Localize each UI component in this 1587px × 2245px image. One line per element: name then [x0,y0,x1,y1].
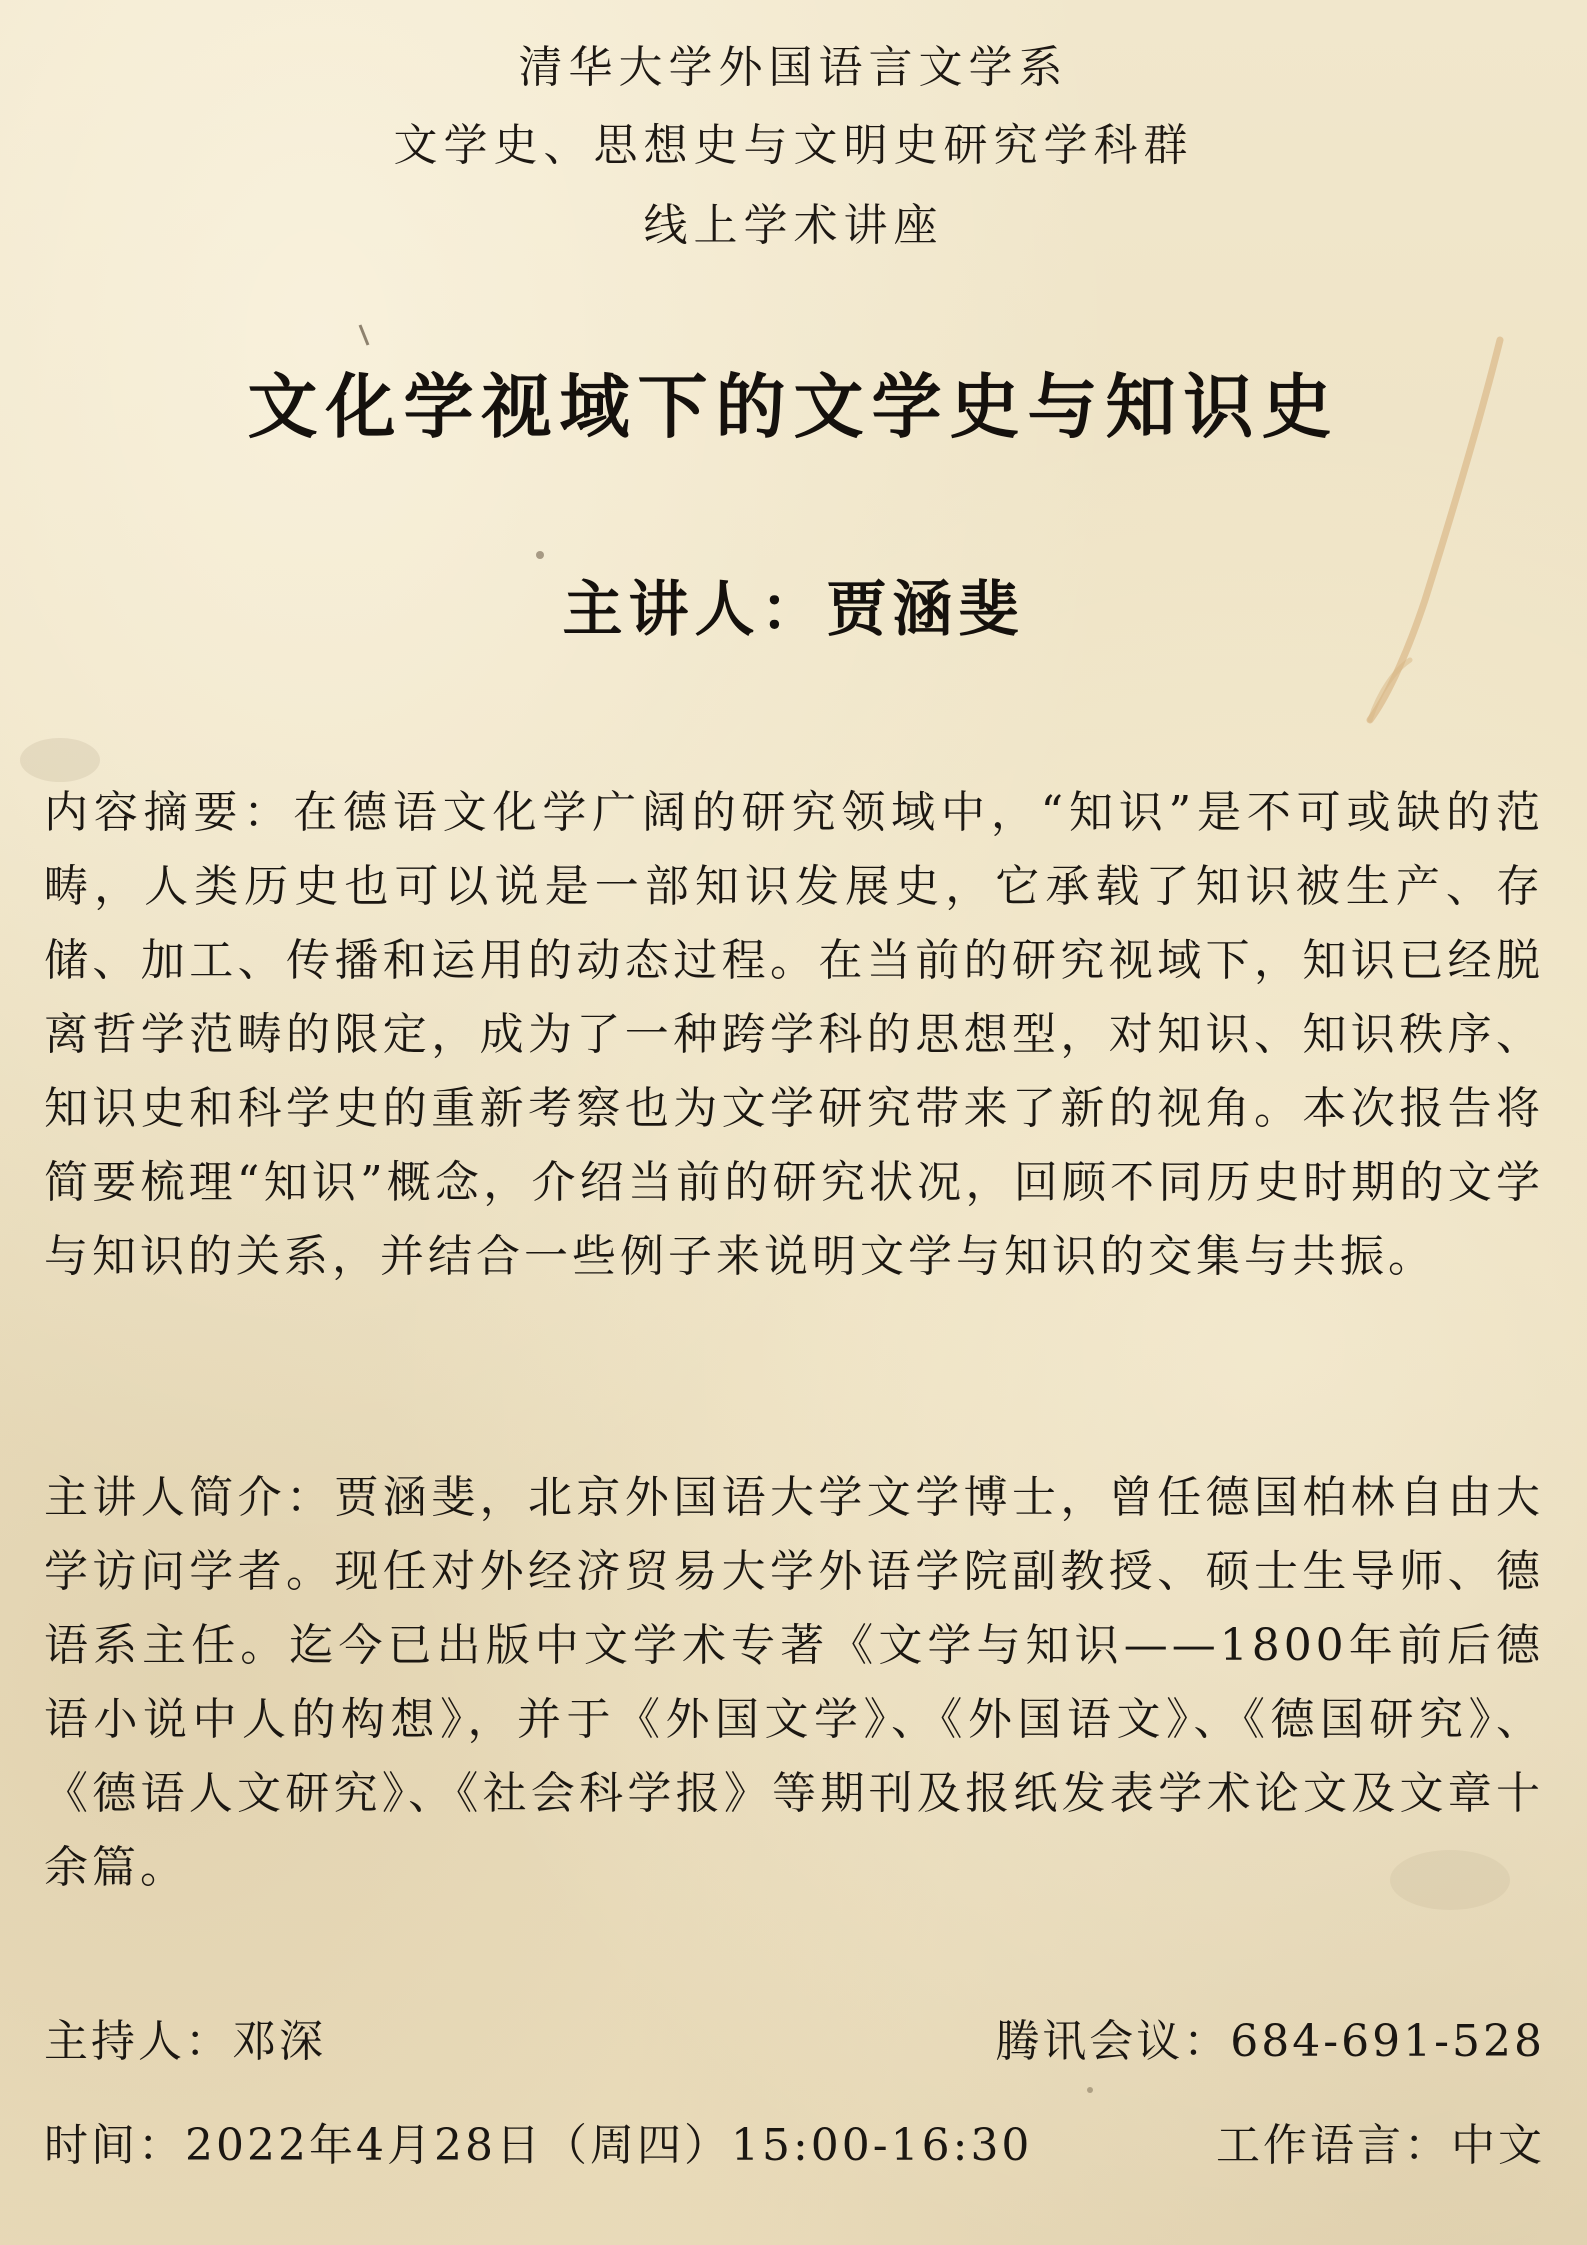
department-name: 清华大学外国语言文学系 [518,42,1069,93]
lecture-title: 文化学视域下的文学史与知识史 [247,365,1340,448]
working-language-info: 工作语言：中文 [1216,2120,1545,2171]
abstract-paragraph: 内容摘要：在德语文化学广阔的研究领域中，“知识”是不可或缺的范畴，人类历史也可以说是一部知识发展史，它承载了知识被生产、存储、加工、传播和运用的动态过程。在当前的研究视域下，知识已经脱离哲学范畴的限定，成为了一种跨学科的思想型，对知识、知识秩序、知识史和科学史的重新考察也为文学研究带来了新的视角。本次报告将简要梳理“知识”概念，介绍当前的研究状况，回顾不同历史时期的文学与知识的关系，并结合一些例子来说明文学与知识的交集与共振。 [44,787,1544,1282]
host-info: 主持人：邓深 [44,2016,326,2067]
time-info: 时间：2022年4月28日（周四）15:00-16:30 [44,2120,1033,2171]
speaker-bio-paragraph: 主讲人简介：贾涵斐，北京外国语大学文学博士，曾任德国柏林自由大学访问学者。现任对外经济贸易大学外语学院副教授、硕士生导师、德语系主任。迄今已出版中文学术专著《文学与知识——1800年前后德语小说中人的构想》，并于《外国文学》、《外国语文》、《德国研究》、《德语人文研究》、《社会科学报》等期刊及报纸发表学术论文及文章十余篇。 [44,1472,1544,1893]
lecture-type: 线上学术讲座 [643,200,944,251]
research-cluster-name: 文学史、思想史与文明史研究学科群 [393,120,1194,171]
speaker-heading: 主讲人：贾涵斐 [562,575,1025,645]
meeting-id-info: 腾讯会议：684-691-528 [995,2016,1545,2067]
